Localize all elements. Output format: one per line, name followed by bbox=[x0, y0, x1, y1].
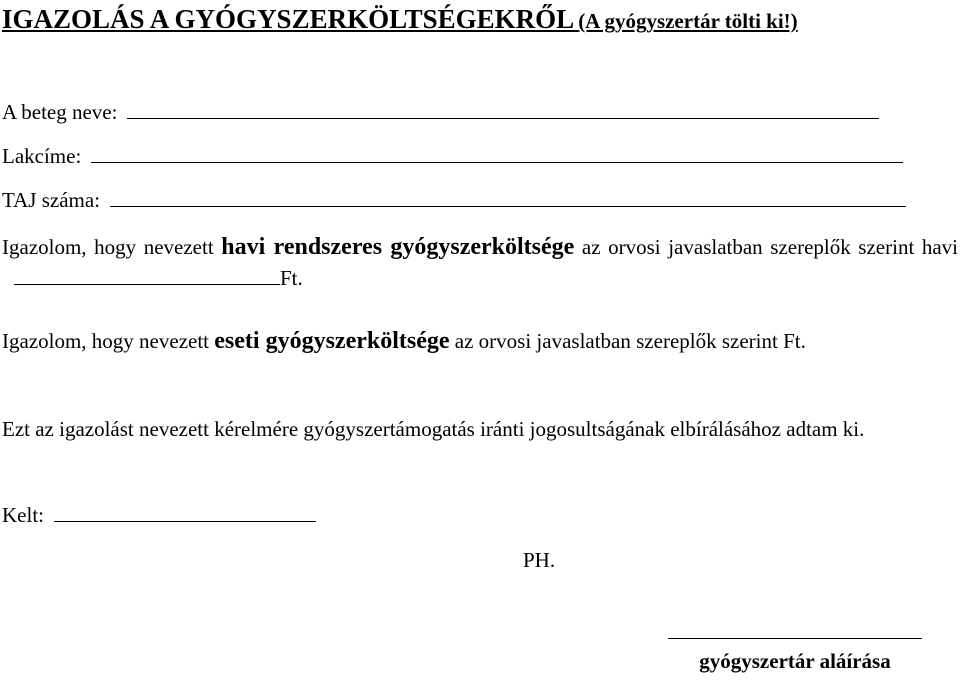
patient-name-blank[interactable] bbox=[127, 117, 879, 119]
signature-block bbox=[668, 638, 922, 674]
signature-label: gyógyszertár aláírása bbox=[699, 649, 891, 673]
document-title bbox=[2, 4, 798, 35]
taj-label: TAJ száma: bbox=[2, 188, 101, 212]
para1-prefix: Igazolom, hogy nevezett bbox=[2, 235, 214, 259]
title-main: IGAZOLÁS A GYÓGYSZERKÖLTSÉGEKRŐL bbox=[2, 4, 575, 34]
address-blank[interactable] bbox=[91, 161, 903, 163]
para3-text: Ezt az igazolást nevezett kérelmére gyógyszertámogatás iránti jogosultságának elbírálásához adtam ki. bbox=[2, 417, 865, 441]
para2-bold: eseti gyógyszerköltsége bbox=[214, 328, 450, 354]
address-label: Lakcíme: bbox=[2, 144, 82, 168]
taj-row bbox=[2, 188, 906, 213]
issuance-paragraph bbox=[2, 414, 958, 445]
patient-name-row bbox=[2, 100, 879, 125]
monthly-amount-blank[interactable] bbox=[14, 268, 280, 285]
address-row bbox=[2, 144, 903, 169]
stamp-label: PH. bbox=[523, 548, 556, 572]
para2-middle: az orvosi javaslatban szereplők szerint bbox=[454, 329, 778, 353]
para1-middle: az orvosi javaslatban szereplők szerint havi bbox=[581, 235, 959, 259]
occasional-cost-paragraph bbox=[2, 326, 958, 357]
date-label: Kelt: bbox=[2, 503, 44, 527]
monthly-cost-paragraph bbox=[2, 232, 958, 294]
date-blank[interactable] bbox=[54, 520, 316, 522]
date-row bbox=[2, 503, 316, 528]
taj-blank[interactable] bbox=[110, 205, 906, 207]
para2-suffix: Ft. bbox=[783, 329, 806, 353]
para2-prefix: Igazolom, hogy nevezett bbox=[2, 329, 210, 353]
signature-line[interactable] bbox=[668, 638, 922, 639]
para1-bold: havi rendszeres gyógyszerköltsége bbox=[221, 234, 575, 260]
title-sub: (A gyógyszertár tölti ki!) bbox=[578, 9, 798, 33]
patient-name-label: A beteg neve: bbox=[2, 100, 118, 124]
para1-suffix: Ft. bbox=[280, 266, 303, 290]
